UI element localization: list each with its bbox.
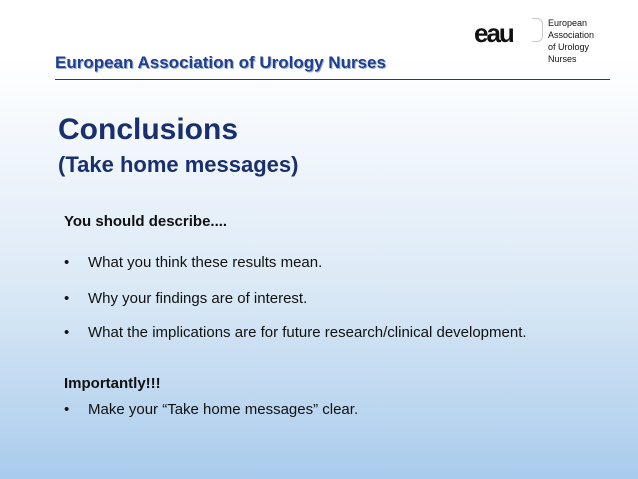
bullet-item bbox=[64, 401, 358, 418]
bullet-icon: • bbox=[64, 401, 70, 418]
slide-subtitle: (Take home messages) bbox=[58, 152, 299, 177]
logo-mark: eau bbox=[474, 18, 513, 48]
eau-logo bbox=[474, 14, 604, 70]
bullet-item bbox=[64, 324, 527, 341]
bullet-icon: • bbox=[64, 324, 70, 341]
logo-frame-icon bbox=[532, 18, 543, 42]
bullet-text: Why your findings are of interest. bbox=[88, 290, 308, 307]
bullet-item bbox=[64, 290, 307, 307]
bullet-text: Make your “Take home messages” clear. bbox=[88, 401, 359, 418]
organization-title: European Association of Urology Nurses bbox=[55, 53, 386, 72]
logo-line: European bbox=[548, 18, 588, 28]
lead-text: You should describe.... bbox=[64, 213, 228, 230]
logo-line: Nurses bbox=[548, 54, 577, 64]
logo-line: of Urology bbox=[548, 42, 590, 52]
logo-line: Association bbox=[548, 30, 595, 40]
important-label: Importantly!!! bbox=[64, 375, 161, 392]
bullet-text: What the implications are for future research/clinical development. bbox=[88, 324, 527, 341]
logo-text bbox=[548, 17, 594, 65]
bullet-text: What you think these results mean. bbox=[88, 254, 323, 271]
slide-title: Conclusions bbox=[58, 113, 239, 146]
bullet-icon: • bbox=[64, 254, 70, 271]
bullet-item bbox=[64, 254, 322, 271]
bullet-icon: • bbox=[64, 290, 70, 307]
header-divider bbox=[55, 79, 610, 80]
